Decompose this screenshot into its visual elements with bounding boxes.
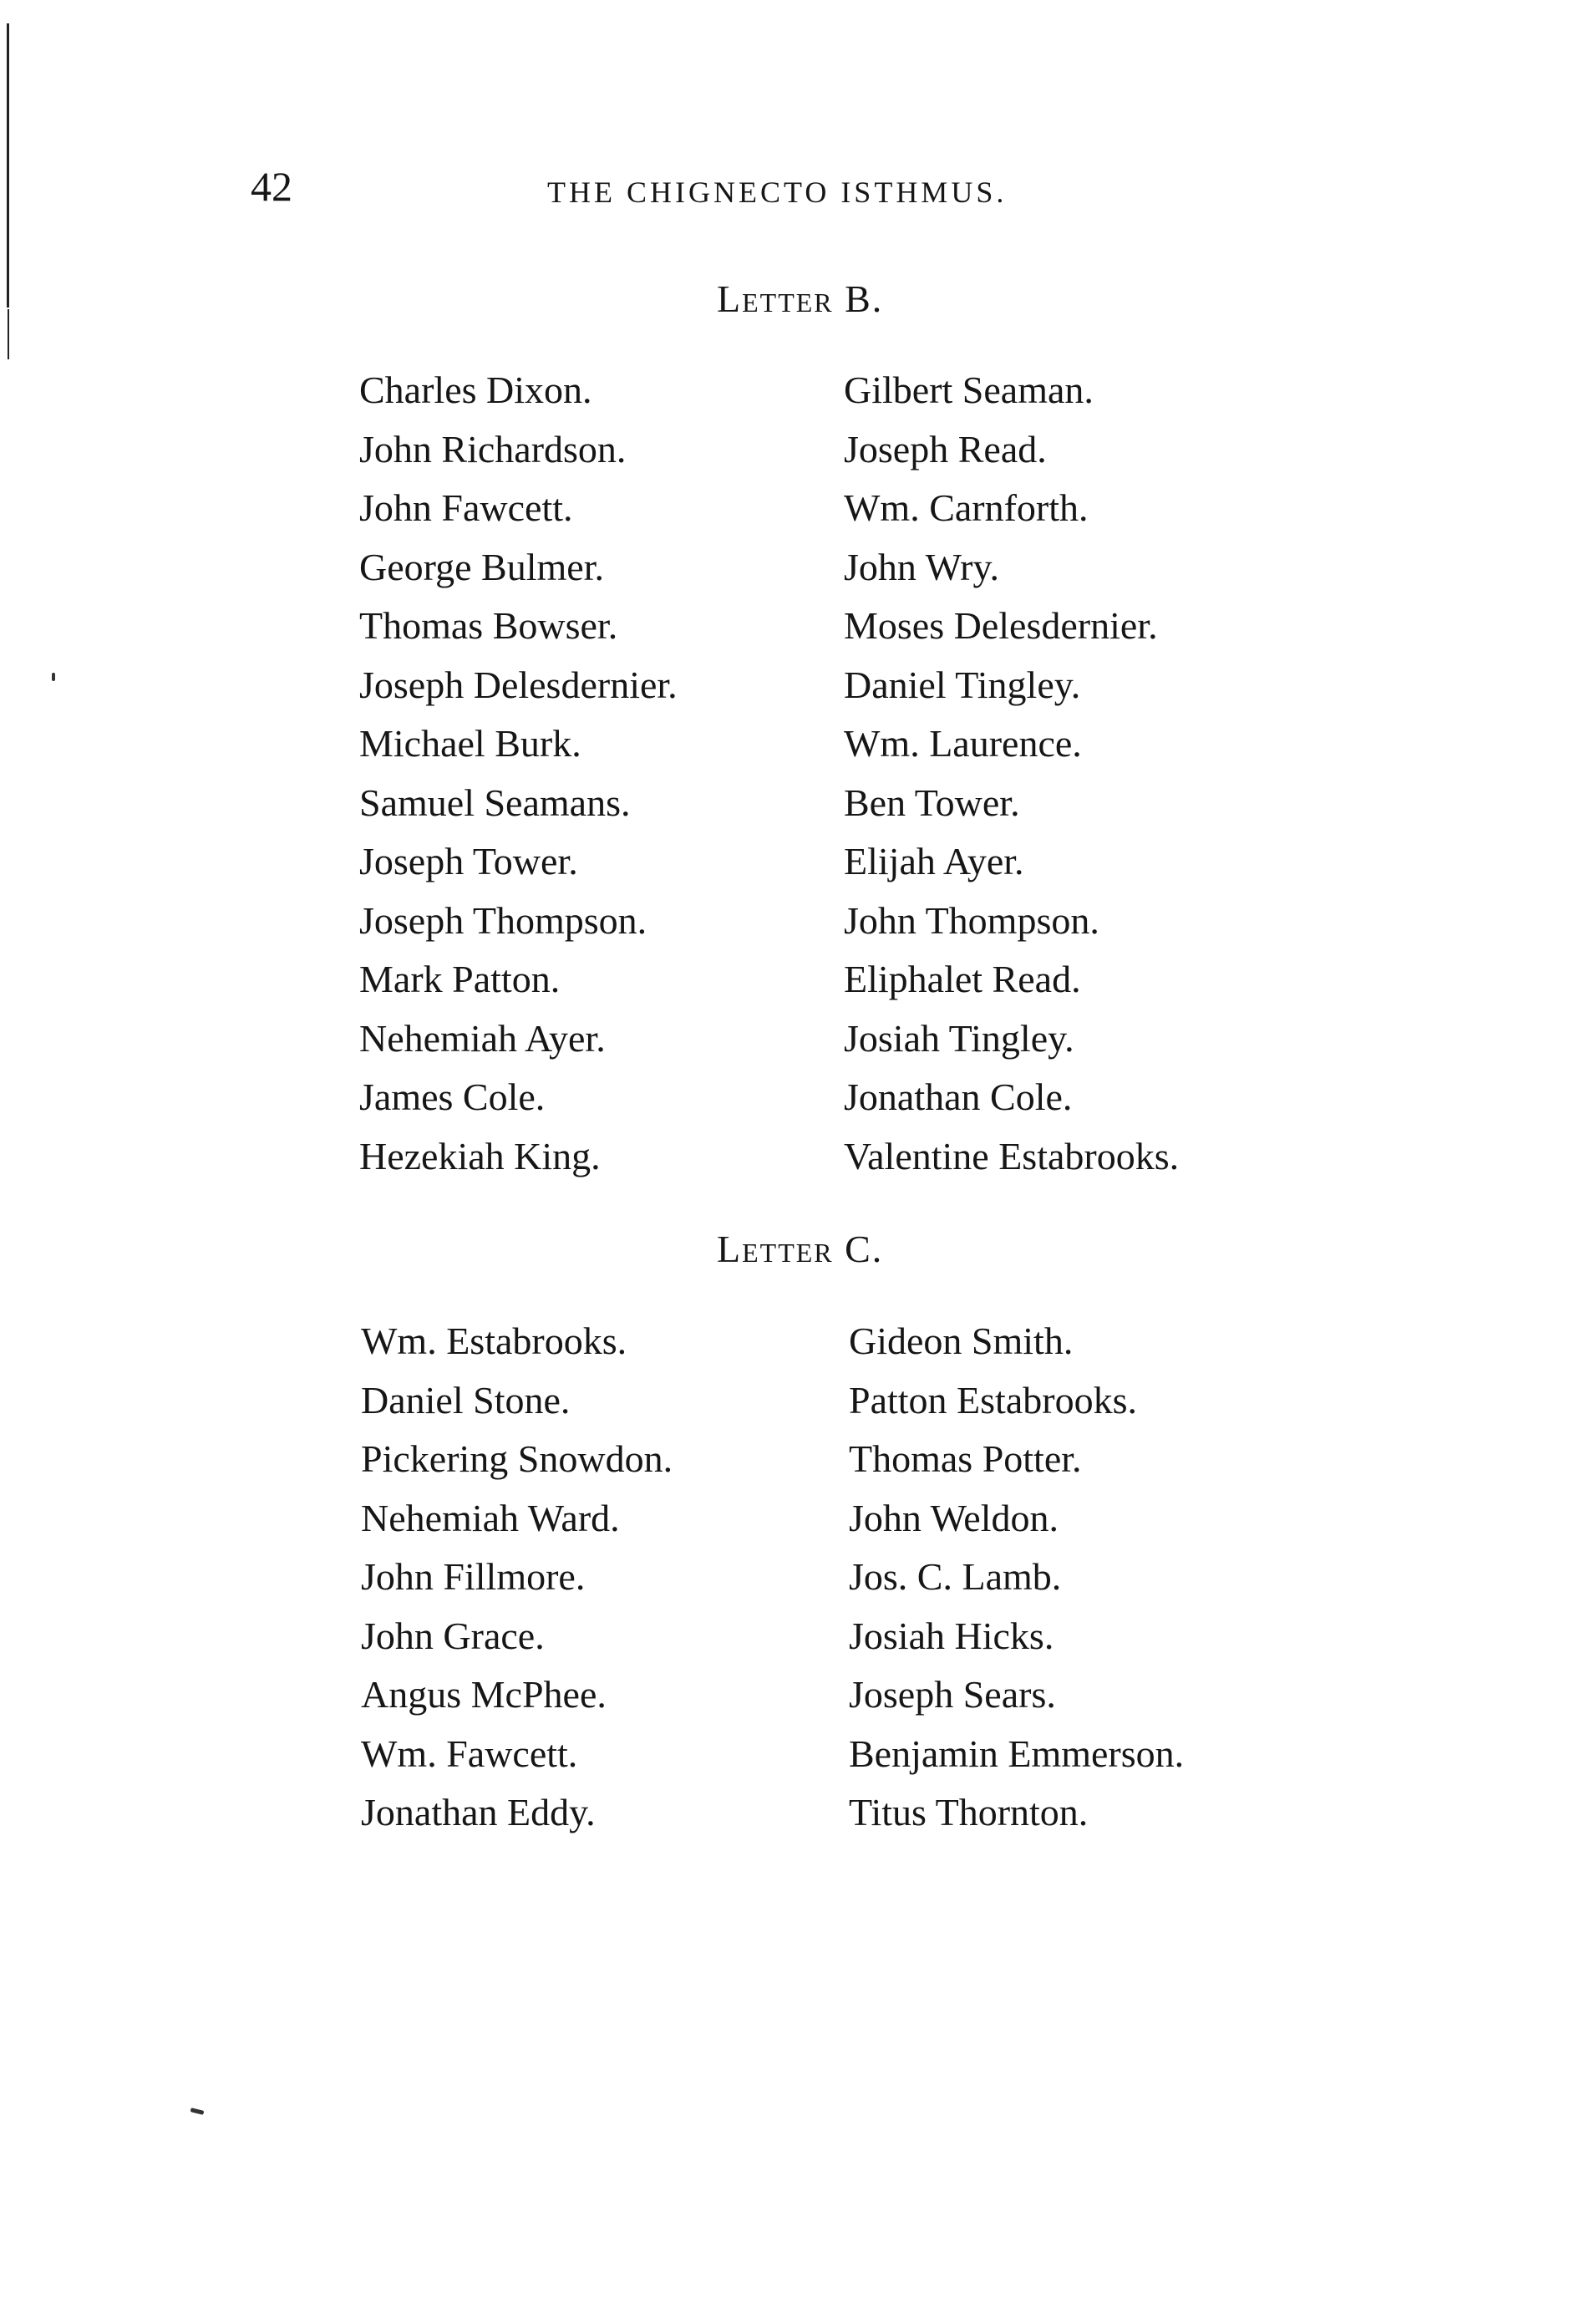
- name-entry: Nehemiah Ayer.: [359, 1016, 606, 1060]
- running-head: THE CHIGNECTO ISTHMUS.: [547, 175, 1008, 209]
- name-entry: Joseph Thompson.: [359, 898, 647, 942]
- name-entry: Thomas Potter.: [849, 1437, 1082, 1480]
- name-entry: Josiah Tingley.: [844, 1016, 1074, 1060]
- name-entry: Wm. Carnforth.: [844, 486, 1089, 529]
- name-entry: John Fawcett.: [359, 486, 573, 529]
- letter-b-left-column: [359, 361, 678, 1186]
- page-number: 42: [251, 163, 292, 210]
- name-entry: James Cole.: [359, 1076, 546, 1118]
- letter-c-left-column: [361, 1312, 673, 1843]
- name-entry: Angus McPhee.: [361, 1673, 607, 1716]
- scan-speck: [52, 673, 55, 681]
- name-entry: John Fillmore.: [361, 1555, 586, 1598]
- name-entry: Titus Thornton.: [849, 1791, 1089, 1833]
- name-entry: Thomas Bowser.: [359, 604, 618, 647]
- name-entry: John Wry.: [844, 545, 999, 588]
- name-entry: Daniel Tingley.: [844, 663, 1081, 706]
- page-edge-rule-lower: [8, 309, 9, 359]
- section-heading-letter-c: Letter C.: [717, 1228, 884, 1270]
- name-entry: Patton Estabrooks.: [849, 1378, 1137, 1421]
- name-entry: John Weldon.: [849, 1496, 1059, 1539]
- name-entry: Wm. Laurence.: [844, 722, 1082, 765]
- name-entry: Joseph Tower.: [359, 840, 578, 882]
- name-entry: Wm. Fawcett.: [361, 1732, 578, 1775]
- name-entry: Michael Burk.: [359, 722, 581, 765]
- name-entry: Samuel Seamans.: [359, 781, 631, 824]
- name-entry: John Grace.: [361, 1614, 545, 1657]
- page-edge-rule: [7, 23, 9, 308]
- name-entry: Valentine Estabrooks.: [844, 1134, 1180, 1177]
- letter-b-right-column: [844, 361, 1179, 1186]
- name-entry: Moses Delesdernier.: [844, 604, 1158, 647]
- name-entry: Ben Tower.: [844, 781, 1020, 824]
- name-entry: Pickering Snowdon.: [361, 1437, 673, 1480]
- name-entry: Joseph Read.: [844, 427, 1047, 470]
- scan-speck: [190, 2108, 205, 2115]
- name-entry: Joseph Delesdernier.: [359, 663, 678, 706]
- name-entry: Hezekiah King.: [359, 1134, 601, 1177]
- name-entry: Gideon Smith.: [849, 1320, 1074, 1362]
- name-entry: Nehemiah Ward.: [361, 1496, 620, 1539]
- name-entry: John Thompson.: [844, 898, 1099, 942]
- letter-c-right-column: [849, 1312, 1184, 1843]
- name-entry: George Bulmer.: [359, 545, 604, 588]
- name-entry: Eliphalet Read.: [844, 958, 1081, 1000]
- name-entry: Elijah Ayer.: [844, 840, 1024, 882]
- name-entry: Joseph Sears.: [849, 1673, 1056, 1716]
- name-entry: Jonathan Cole.: [844, 1076, 1073, 1118]
- name-entry: John Richardson.: [359, 427, 627, 470]
- name-entry: Jonathan Eddy.: [361, 1791, 596, 1833]
- name-entry: Daniel Stone.: [361, 1378, 571, 1421]
- name-entry: Jos. C. Lamb.: [849, 1555, 1062, 1598]
- name-entry: Charles Dixon.: [359, 369, 592, 411]
- name-entry: Wm. Estabrooks.: [361, 1320, 627, 1362]
- section-heading-letter-b: Letter B.: [717, 277, 884, 320]
- name-entry: Benjamin Emmerson.: [849, 1732, 1185, 1775]
- name-entry: Josiah Hicks.: [849, 1614, 1054, 1657]
- name-entry: Mark Patton.: [359, 958, 561, 1000]
- name-entry: Gilbert Seaman.: [844, 369, 1094, 411]
